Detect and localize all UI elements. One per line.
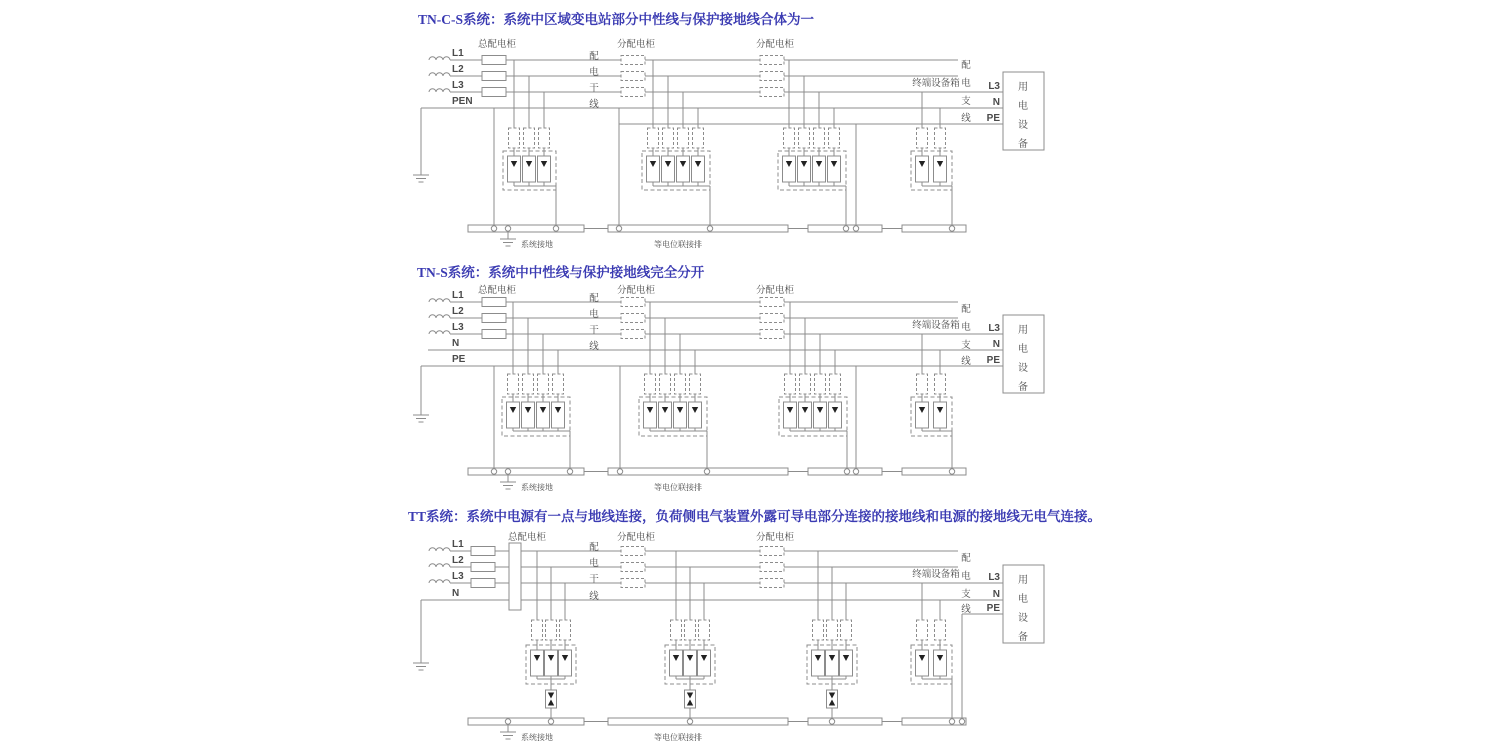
fuse-icon <box>829 128 840 148</box>
spd-icon <box>826 650 839 676</box>
branch-line-label-char: 线 <box>961 604 971 615</box>
busbar-terminal-icon <box>949 719 954 724</box>
fuse-icon <box>690 374 701 394</box>
busbar-terminal-icon <box>553 226 558 231</box>
bus-label: L2 <box>452 306 464 317</box>
terminal-box-label: 终端设备箱 <box>912 320 960 331</box>
fuse-icon <box>663 128 674 148</box>
right-terminal-label: PE <box>986 355 1000 366</box>
busbar-terminal-icon <box>505 719 510 724</box>
fuse-icon <box>509 128 520 148</box>
breaker-icon <box>621 563 645 572</box>
terminal-box-label: 终端设备箱 <box>912 569 960 580</box>
equipotential-busbar <box>608 225 788 232</box>
fuse-icon <box>532 620 543 640</box>
breaker-icon <box>760 579 784 588</box>
fuse-icon <box>508 374 519 394</box>
breaker-icon <box>760 56 784 65</box>
fuse-icon <box>785 374 796 394</box>
spd-icon <box>523 156 536 182</box>
equipment-label-char: 设 <box>1018 120 1028 131</box>
equipotential-busbar <box>902 225 966 232</box>
spd-icon <box>647 156 660 182</box>
spd-icon <box>916 402 929 428</box>
spd-icon <box>698 650 711 676</box>
breaker-icon <box>760 314 784 323</box>
cabinet-label: 分配电柜 <box>755 39 795 50</box>
breaker-icon <box>760 298 784 307</box>
equipment-label-char: 用 <box>1018 82 1028 93</box>
branch-line-label-char: 电 <box>961 78 971 89</box>
cabinet-label: 分配电柜 <box>616 285 656 296</box>
spd-icon <box>507 402 520 428</box>
trunk-line-label-char: 线 <box>589 341 599 352</box>
equipment-label-char: 备 <box>1018 632 1028 643</box>
spd-icon <box>545 650 558 676</box>
branch-line-label-char: 电 <box>961 322 971 333</box>
equipotential-busbar <box>468 225 584 232</box>
busbar-terminal-icon <box>616 226 621 231</box>
branch-line-label-char: 配 <box>961 304 971 315</box>
fuse-icon <box>560 620 571 640</box>
equipment-label-char: 电 <box>1018 344 1028 355</box>
busbar-terminal-icon <box>687 719 692 724</box>
right-terminal-label: N <box>992 339 1000 350</box>
fuse-icon <box>784 128 795 148</box>
spd-icon <box>662 156 675 182</box>
spd-icon <box>538 156 551 182</box>
trunk-line-label-char: 电 <box>589 558 599 569</box>
fuse-icon <box>830 374 841 394</box>
breaker-icon <box>621 56 645 65</box>
right-terminal-label: PE <box>986 603 1000 614</box>
branch-line-label-char: 线 <box>961 356 971 367</box>
fuse-icon <box>841 620 852 640</box>
branch-line-label-char: 支 <box>961 96 971 107</box>
fuse-icon <box>524 128 535 148</box>
fuse-icon <box>648 128 659 148</box>
system-title: TN-C-S系统：系统中区域变电站部分中性线与保护接地线合体为一 <box>418 12 815 27</box>
transformer-coil-icon <box>429 548 450 551</box>
right-terminal-label: L3 <box>988 323 1000 334</box>
busbar-terminal-icon <box>505 226 510 231</box>
spd-icon <box>813 156 826 182</box>
spd-icon <box>798 156 811 182</box>
equipment-label-char: 设 <box>1018 613 1028 624</box>
fuse-icon <box>827 620 838 640</box>
equipment-label-char: 用 <box>1018 325 1028 336</box>
fuse-icon <box>678 128 689 148</box>
spd-icon <box>934 402 947 428</box>
breaker-icon <box>482 72 506 81</box>
busbar-terminal-icon <box>829 719 834 724</box>
breaker-icon <box>621 72 645 81</box>
bus-label: L3 <box>452 322 464 333</box>
spd-icon <box>508 156 521 182</box>
diagram-tn-s <box>413 264 1044 492</box>
fuse-icon <box>917 620 928 640</box>
equipotential-busbar <box>608 718 788 725</box>
equipotential-busbar <box>468 718 584 725</box>
spd-icon <box>677 156 690 182</box>
equipment-label-char: 备 <box>1018 382 1028 393</box>
system-ground-label: 系统接地 <box>521 733 553 742</box>
bus-label: L1 <box>452 539 464 550</box>
system-ground-label: 系统接地 <box>521 483 553 492</box>
fuse-icon <box>660 374 671 394</box>
bus-label: N <box>452 338 460 349</box>
cabinet-label: 分配电柜 <box>755 285 795 296</box>
busbar-terminal-icon <box>853 226 858 231</box>
bus-label: L3 <box>452 80 464 91</box>
breaker-icon <box>482 56 506 65</box>
transformer-coil-icon <box>429 73 450 76</box>
busbar-terminal-icon <box>617 469 622 474</box>
diagram-tt <box>408 508 1101 742</box>
trunk-line-label-char: 干 <box>589 83 599 94</box>
branch-line-label-char: 配 <box>961 60 971 71</box>
bus-label: L2 <box>452 555 464 566</box>
busbar-terminal-icon <box>491 226 496 231</box>
right-terminal-label: N <box>992 97 1000 108</box>
fuse-icon <box>685 620 696 640</box>
busbar-terminal-icon <box>949 469 954 474</box>
spd-icon <box>840 650 853 676</box>
cabinet-label: 分配电柜 <box>755 532 795 543</box>
trunk-line-label-char: 干 <box>589 325 599 336</box>
main-cabinet-busbar <box>509 543 521 610</box>
trunk-line-label-char: 干 <box>589 574 599 585</box>
terminal-box-label: 终端设备箱 <box>912 78 960 89</box>
transformer-coil-icon <box>429 564 450 567</box>
diagram-tn-c-s <box>413 11 1044 249</box>
system-ground-label: 系统接地 <box>521 240 553 249</box>
breaker-icon <box>621 314 645 323</box>
trunk-line-label-char: 电 <box>589 309 599 320</box>
spd-icon <box>799 402 812 428</box>
spd-icon <box>559 650 572 676</box>
busbar-terminal-icon <box>567 469 572 474</box>
cabinet-label: 总配电柜 <box>477 39 517 50</box>
fuse-icon <box>693 128 704 148</box>
bus-label: PEN <box>452 96 473 107</box>
equipotential-bar-label: 等电位联接排 <box>654 240 702 249</box>
busbar-terminal-icon <box>844 469 849 474</box>
fuse-icon <box>699 620 710 640</box>
right-terminal-label: PE <box>986 113 1000 124</box>
spd-icon <box>659 402 672 428</box>
bus-label: PE <box>452 354 466 365</box>
trunk-line-label-char: 配 <box>589 293 599 304</box>
spd-icon <box>684 650 697 676</box>
spd-icon <box>689 402 702 428</box>
transformer-coil-icon <box>429 580 450 583</box>
right-terminal-label: N <box>992 589 1000 600</box>
fuse-icon <box>553 374 564 394</box>
breaker-icon <box>760 72 784 81</box>
breaker-icon <box>482 314 506 323</box>
fuse-icon <box>523 374 534 394</box>
breaker-icon <box>760 563 784 572</box>
fuse-icon <box>917 374 928 394</box>
fuse-icon <box>815 374 826 394</box>
busbar-terminal-icon <box>853 469 858 474</box>
system-title: TT系统：系统中电源有一点与地线连接，负荷侧电气装置外露可导电部分连接的接地线和电源的接地线无电气连接。 <box>408 509 1102 524</box>
fuse-icon <box>813 620 824 640</box>
bus-label: L1 <box>452 48 464 59</box>
busbar-terminal-icon <box>491 469 496 474</box>
equipment-label-char: 设 <box>1018 363 1028 374</box>
breaker-icon <box>760 547 784 556</box>
spd-icon <box>644 402 657 428</box>
breaker-icon <box>482 88 506 97</box>
fuse-icon <box>539 128 550 148</box>
spd-icon <box>934 156 947 182</box>
breaker-icon <box>482 330 506 339</box>
bus-label: L2 <box>452 64 464 75</box>
busbar-terminal-icon <box>548 719 553 724</box>
equipment-label-char: 备 <box>1018 139 1028 150</box>
cabinet-label: 分配电柜 <box>616 39 656 50</box>
trunk-line-label-char: 配 <box>589 542 599 553</box>
breaker-icon <box>621 88 645 97</box>
equipotential-busbar <box>902 718 966 725</box>
fuse-icon <box>799 128 810 148</box>
equipotential-busbar <box>468 468 584 475</box>
cabinet-label: 总配电柜 <box>507 532 547 543</box>
fuse-icon <box>675 374 686 394</box>
spd-icon <box>916 156 929 182</box>
spd-icon <box>522 402 535 428</box>
cabinet-label: 总配电柜 <box>477 285 517 296</box>
busbar-terminal-icon <box>949 226 954 231</box>
branch-line-label-char: 支 <box>961 340 971 351</box>
spd-icon <box>537 402 550 428</box>
fuse-icon <box>645 374 656 394</box>
fuse-icon <box>935 620 946 640</box>
breaker-icon <box>471 563 495 572</box>
system-title: TN-S系统：系统中中性线与保护接地线完全分开 <box>417 265 705 280</box>
bus-label: L1 <box>452 290 464 301</box>
fuse-icon <box>935 128 946 148</box>
bus-label: N <box>452 588 460 599</box>
spd-icon <box>692 156 705 182</box>
transformer-coil-icon <box>429 331 450 334</box>
spd-icon <box>828 156 841 182</box>
breaker-icon <box>760 330 784 339</box>
equipotential-busbar <box>902 468 966 475</box>
equipment-label-char: 用 <box>1018 575 1028 586</box>
breaker-icon <box>621 547 645 556</box>
spd-icon <box>814 402 827 428</box>
breaker-icon <box>621 330 645 339</box>
busbar-terminal-icon <box>704 469 709 474</box>
fuse-icon <box>671 620 682 640</box>
equipotential-bar-label: 等电位联接排 <box>654 733 702 742</box>
equipotential-bar-label: 等电位联接排 <box>654 483 702 492</box>
breaker-icon <box>621 298 645 307</box>
branch-line-label-char: 线 <box>961 113 971 124</box>
fuse-icon <box>800 374 811 394</box>
equipotential-busbar <box>808 718 882 725</box>
branch-line-label-char: 支 <box>961 589 971 600</box>
busbar-terminal-icon <box>707 226 712 231</box>
trunk-line-label-char: 线 <box>589 99 599 110</box>
right-terminal-label: L3 <box>988 81 1000 92</box>
fuse-icon <box>538 374 549 394</box>
busbar-terminal-icon <box>505 469 510 474</box>
breaker-icon <box>760 88 784 97</box>
spd-icon <box>670 650 683 676</box>
spd-icon <box>812 650 825 676</box>
fuse-icon <box>917 128 928 148</box>
busbar-terminal-icon <box>843 226 848 231</box>
transformer-coil-icon <box>429 89 450 92</box>
fuse-icon <box>546 620 557 640</box>
equipment-label-char: 电 <box>1018 101 1028 112</box>
transformer-coil-icon <box>429 299 450 302</box>
fuse-icon <box>935 374 946 394</box>
spd-icon <box>934 650 947 676</box>
busbar-terminal-icon <box>959 719 964 724</box>
spd-icon <box>916 650 929 676</box>
spd-icon <box>783 156 796 182</box>
equipotential-busbar <box>608 468 788 475</box>
spd-icon <box>674 402 687 428</box>
spd-icon <box>531 650 544 676</box>
spd-icon <box>784 402 797 428</box>
transformer-coil-icon <box>429 315 450 318</box>
branch-line-label-char: 电 <box>961 571 971 582</box>
trunk-line-label-char: 配 <box>589 51 599 62</box>
cabinet-label: 分配电柜 <box>616 532 656 543</box>
breaker-icon <box>621 579 645 588</box>
breaker-icon <box>471 547 495 556</box>
fuse-icon <box>814 128 825 148</box>
equipment-label-char: 电 <box>1018 594 1028 605</box>
spd-icon <box>829 402 842 428</box>
branch-line-label-char: 配 <box>961 553 971 564</box>
bus-label: L3 <box>452 571 464 582</box>
trunk-line-label-char: 线 <box>589 591 599 602</box>
transformer-coil-icon <box>429 57 450 60</box>
trunk-line-label-char: 电 <box>589 67 599 78</box>
breaker-icon <box>482 298 506 307</box>
spd-icon <box>552 402 565 428</box>
right-terminal-label: L3 <box>988 572 1000 583</box>
breaker-icon <box>471 579 495 588</box>
